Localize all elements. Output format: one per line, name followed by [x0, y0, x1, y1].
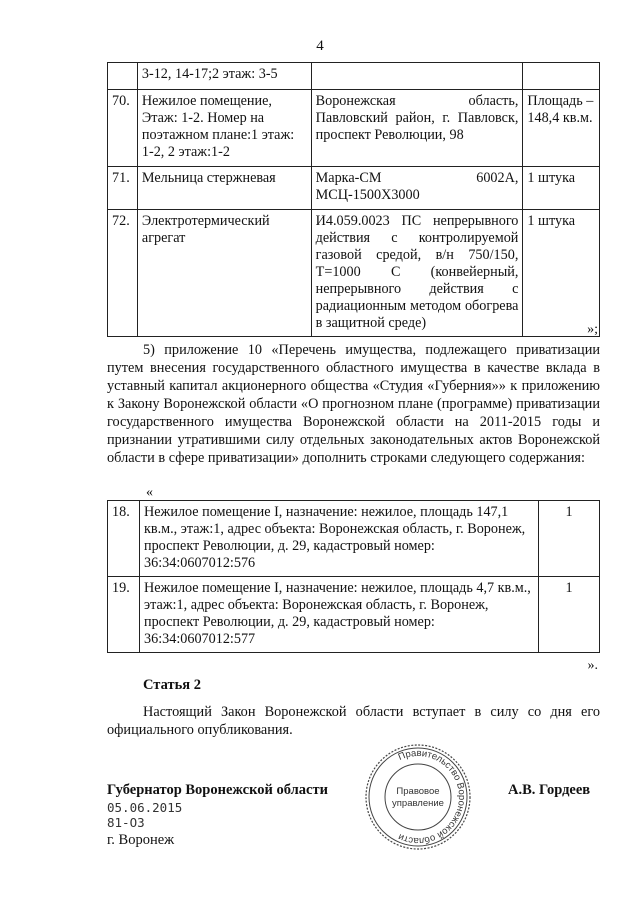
- city: г. Воронеж: [107, 832, 175, 848]
- seal-ring-text: Правительство Воронежской области: [396, 747, 468, 847]
- row-number: [108, 63, 138, 90]
- seal-center-line1: Правовое: [396, 786, 440, 797]
- row-address: И4.059.0023 ПС непрерывного действия с контролируемой газовой средой, в/н 750/150, Т=1000 С (конвейерный, непрерывного действия с радиационным методом обогрева в защитной среде): [311, 210, 523, 337]
- table-row: [108, 210, 600, 337]
- row-name: Мельница стержневая: [137, 167, 311, 210]
- law-number: 81-ОЗ: [107, 815, 145, 830]
- row-name: 3-12, 14-17;2 этаж: 3-5: [137, 63, 311, 90]
- row-count: 1: [539, 501, 600, 577]
- signatory-name: А.В. Гордеев: [508, 782, 591, 798]
- amendment-paragraph: 5) приложение 10 «Перечень имущества, подлежащего приватизации путем внесения государственного областного имущества в качестве вклада в уставный капитал акционерного общества «Студия «Губерния»» к приложению к Закону Воронежской области «О прогнозном плане (программе) приватизации государственного имущества Воронежской области на 2011-2015 годы и признании утратившими силу отдельных законодательных актов Воронежской области в сфере приватизации» дополнить строками следующего содержания:: [107, 342, 600, 466]
- table-row: [108, 167, 600, 210]
- row-number: 18.: [108, 501, 140, 577]
- row-address: Марка-СМ 6002А, МСЦ-1500Х3000: [311, 167, 523, 210]
- row-quantity: 1 штука: [523, 210, 600, 337]
- table-row: [108, 63, 600, 90]
- article-heading: Статья 2: [143, 677, 201, 693]
- row-description: Нежилое помещение I, назначение: нежилое, площадь 147,1 кв.м., этаж:1, адрес объекта: Воронежская область, г. Воронеж, проспект Революции, д. 29, кадастровый номер: 36:34:0607012:576: [140, 501, 539, 577]
- row-description: Нежилое помещение I, назначение: нежилое, площадь 4,7 кв.м., этаж:1, адрес объекта: Воронежская область, г. Воронеж, проспект Революции, д. 29, кадастровый номер: 36:34:0607012:577: [140, 577, 539, 653]
- row-quantity: 1 штука: [523, 167, 600, 210]
- row-quantity: Площадь – 148,4 кв.м.: [523, 90, 600, 167]
- closing-quote-1: »;: [587, 322, 598, 337]
- row-name: Электротермический агрегат: [137, 210, 311, 337]
- law-date: 05.06.2015: [107, 800, 183, 815]
- row-quantity: [523, 63, 600, 90]
- signatory-title: Губернатор Воронежской области: [107, 782, 328, 798]
- row-number: 19.: [108, 577, 140, 653]
- article-text: Настоящий Закон Воронежской области вступает в силу со дня его официального опубликования.: [107, 704, 600, 738]
- opening-quote: «: [146, 485, 153, 500]
- seal-center-line2: управление: [392, 798, 444, 809]
- official-seal: [363, 742, 473, 852]
- row-address: Воронежская область, Павловский район, г. Павловск, проспект Революции, 98: [311, 90, 523, 167]
- property-table-continued: [107, 62, 600, 337]
- property-table-added: [107, 500, 600, 653]
- row-number: 70.: [108, 90, 138, 167]
- page-number: 4: [316, 38, 324, 54]
- table-row: [108, 90, 600, 167]
- row-name: Нежилое помещение, Этаж: 1-2. Номер на поэтажном плане:1 этаж: 1-2, 2 этаж:1-2: [137, 90, 311, 167]
- row-address: [311, 63, 523, 90]
- table-row: [108, 577, 600, 653]
- table-row: [108, 501, 600, 577]
- row-number: 72.: [108, 210, 138, 337]
- row-count: 1: [539, 577, 600, 653]
- row-number: 71.: [108, 167, 138, 210]
- closing-quote-2: ».: [587, 658, 598, 673]
